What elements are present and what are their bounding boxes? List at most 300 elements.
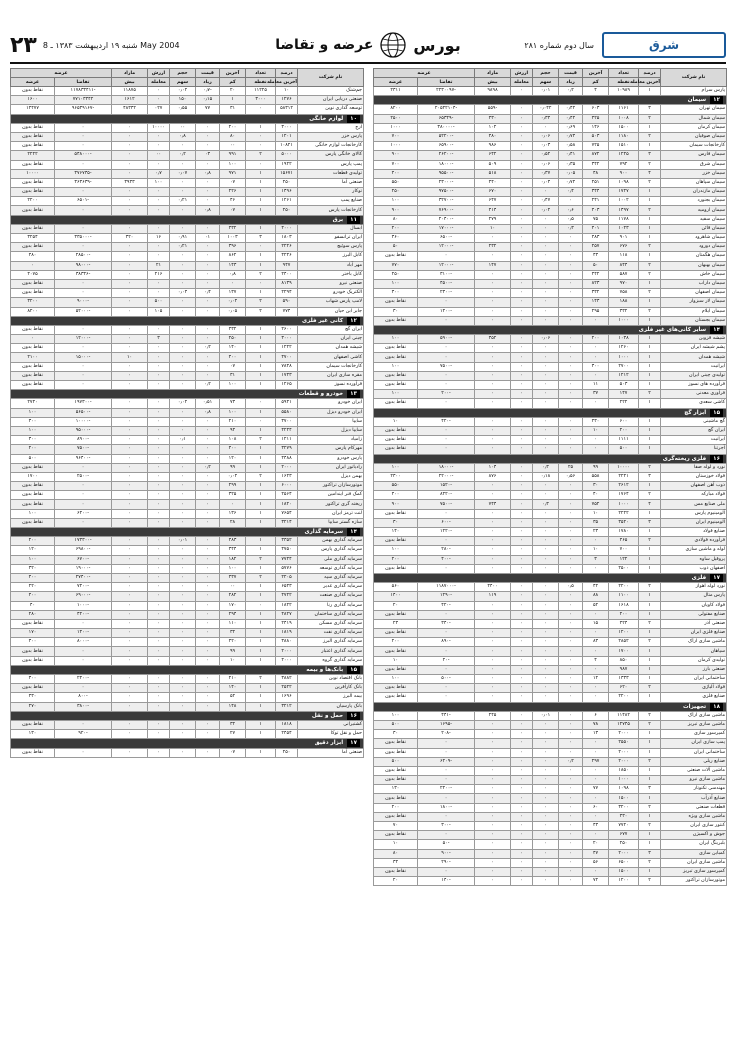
- value-cell: ۱۰: [374, 656, 418, 665]
- value-cell: ۰: [511, 537, 533, 546]
- value-cell: ۶۵۴۳: [276, 583, 298, 592]
- value-cell: -۱۴۰۰: [418, 307, 475, 316]
- value-cell: ۱: [246, 289, 276, 298]
- value-cell: ۰: [583, 739, 609, 748]
- value-cell: ۲: [639, 261, 661, 270]
- value-cell: نقاط بدون: [11, 748, 55, 757]
- value-cell: ۲: [639, 619, 661, 628]
- value-cell: ۱: [246, 426, 276, 435]
- value-cell: ۶۰۰۰: [276, 482, 298, 491]
- value-cell: ۰: [533, 509, 559, 518]
- table-row: [11, 335, 364, 344]
- issue-date: شنبه ۱۹ اردیبهشت ۱۳۸۳ ـ 8 May 2004: [42, 40, 180, 50]
- section-number: ۱۵: [347, 666, 360, 674]
- table-row: [374, 381, 727, 390]
- value-cell: ۰: [583, 537, 609, 546]
- value-cell: ۰: [511, 665, 533, 674]
- company-name-cell: فرآورده های نسوز: [661, 381, 727, 390]
- value-cell: ۰: [55, 344, 112, 353]
- value-cell: ۴۳۲: [220, 224, 246, 233]
- value-cell: -۲۴۰۰: [418, 785, 475, 794]
- value-cell: ۰: [170, 188, 196, 197]
- value-cell: ۱: [246, 344, 276, 353]
- value-cell: ۱: [246, 123, 276, 132]
- company-name-cell: کاشی سعدی: [661, 399, 727, 408]
- value-cell: نقاط بدون: [11, 87, 55, 96]
- value-cell: ۰: [475, 518, 511, 527]
- value-cell: ۱۶: [148, 234, 170, 243]
- value-cell: ۱۲۶۰: [609, 344, 639, 353]
- section-header-cell: [11, 739, 364, 748]
- value-cell: ۰: [170, 610, 196, 619]
- value-cell: ۸۲۰۰: [11, 307, 55, 316]
- issue-number: سال دوم شماره ۲۸۱: [524, 40, 594, 50]
- table-row: [11, 298, 364, 307]
- value-cell: ۸۳: [583, 638, 609, 647]
- value-cell: ۲۰۰: [609, 610, 639, 619]
- value-cell: ۳۲۷۹: [276, 445, 298, 454]
- value-cell: ۰: [196, 730, 220, 739]
- value-cell: ۱۴۰: [220, 684, 246, 693]
- value-cell: ۰: [511, 822, 533, 831]
- company-name-cell: کارخانجات سیمان: [298, 362, 364, 371]
- value-cell: ۳: [639, 151, 661, 160]
- value-cell: ۰: [583, 776, 609, 785]
- value-cell: ۰: [112, 546, 148, 555]
- value-cell: ۰: [511, 785, 533, 794]
- value-cell: ۲۳: [583, 528, 609, 537]
- value-cell: -۰٫۷: [196, 87, 220, 96]
- value-cell: ۳۳۲: [609, 307, 639, 316]
- table-row: [374, 188, 727, 197]
- value-cell: ۱۰۹۸: [609, 178, 639, 187]
- value-cell: ۸۸: [583, 592, 609, 601]
- value-cell: ۰: [55, 500, 112, 509]
- value-cell: -۱۷۳۳۰۰: [55, 537, 112, 546]
- value-cell: ۱۲۰: [11, 546, 55, 555]
- value-cell: ۰: [170, 353, 196, 362]
- value-cell: نقاط بدون: [374, 353, 418, 362]
- table-row: [11, 647, 364, 656]
- company-name-cell: کالای خانگی پارس: [298, 151, 364, 160]
- value-cell: ۹۹: [583, 463, 609, 472]
- value-cell: ۱: [639, 509, 661, 518]
- value-cell: ۰: [196, 610, 220, 619]
- value-cell: ۰: [196, 132, 220, 141]
- column-header: عرضه: [374, 69, 475, 78]
- value-cell: ۰: [112, 243, 148, 252]
- value-cell: ۰٫۰۷: [170, 169, 196, 178]
- company-name-cell: حمل و نقل توکا: [298, 730, 364, 739]
- value-cell: ۰: [511, 289, 533, 298]
- value-cell: ۴۸۲۷: [276, 610, 298, 619]
- value-cell: ۰: [511, 757, 533, 766]
- value-cell: ۰: [511, 684, 533, 693]
- value-cell: ۱: [639, 867, 661, 876]
- value-cell: ۰: [533, 518, 559, 527]
- value-cell: نقاط بدون: [11, 188, 55, 197]
- company-name-cell: ایران خودرو دیزل: [298, 408, 364, 417]
- value-cell: ۰: [196, 426, 220, 435]
- table-row: [374, 785, 727, 794]
- value-cell: ۱: [639, 123, 661, 132]
- value-cell: ۳۰۰۰: [246, 96, 276, 105]
- value-cell: ۱۲۶۱: [276, 197, 298, 206]
- value-cell: ۰: [112, 472, 148, 481]
- value-cell: -۱۲۲۰: [418, 528, 475, 537]
- value-cell: ۰: [55, 142, 112, 151]
- value-cell: ۷۴۴: [475, 500, 511, 509]
- value-cell: ۲۵۷: [583, 243, 609, 252]
- value-cell: ۰: [418, 381, 475, 390]
- section-header-cell: [11, 114, 364, 123]
- value-cell: ۱۱۸۰: [609, 132, 639, 141]
- company-name-cell: کارخانجات سیمان: [661, 142, 727, 151]
- value-cell: ۱۲۰۱: [276, 132, 298, 141]
- table-row: [11, 371, 364, 380]
- value-cell: ۱: [639, 224, 661, 233]
- value-cell: ۰: [196, 243, 220, 252]
- value-cell: ۰: [148, 702, 170, 711]
- value-cell: ۰: [559, 720, 583, 729]
- value-cell: ۰: [170, 261, 196, 270]
- value-cell: نقاط بدون: [11, 344, 55, 353]
- value-cell: ۸۷۶: [475, 472, 511, 481]
- table-row: [11, 546, 364, 555]
- value-cell: -۲۵۰۰: [55, 472, 112, 481]
- value-cell: ۰: [170, 509, 196, 518]
- value-cell: ۱۰۰: [11, 408, 55, 417]
- section-number: ۱۰: [347, 115, 360, 123]
- table-row: [11, 252, 364, 261]
- right-table-body: [374, 87, 727, 886]
- value-cell: ۰: [170, 454, 196, 463]
- value-cell: ۷۷۴۴: [276, 555, 298, 564]
- column-subheader: کم: [220, 78, 246, 87]
- value-cell: ۰: [170, 720, 196, 729]
- table-row: [11, 105, 364, 114]
- table-row: [11, 87, 364, 96]
- table-row: [11, 362, 364, 371]
- value-cell: ۰: [418, 794, 475, 803]
- value-cell: ۰: [148, 87, 170, 96]
- value-cell: -۴۲۰: [418, 601, 475, 610]
- company-name-cell: فرآورده نسوز: [298, 381, 364, 390]
- value-cell: ۹۰۰: [374, 206, 418, 215]
- value-cell: نقاط بدون: [11, 518, 55, 527]
- value-cell: ۰: [533, 445, 559, 454]
- value-cell: ۵۰۳: [609, 381, 639, 390]
- value-cell: ۷۷۴: [276, 307, 298, 316]
- value-cell: ۰: [112, 445, 148, 454]
- column-subheader: عرضه: [11, 78, 55, 87]
- value-cell: ۵۵۰: [374, 178, 418, 187]
- value-cell: ۰: [196, 445, 220, 454]
- value-cell: ۱: [246, 583, 276, 592]
- section-header: [11, 739, 364, 748]
- value-cell: ۱۰: [583, 546, 609, 555]
- table-row: [374, 426, 727, 435]
- value-cell: ۰: [196, 325, 220, 334]
- value-cell: ۰: [196, 720, 220, 729]
- value-cell: -۹۰۰: [418, 849, 475, 858]
- value-cell: ۰: [583, 436, 609, 445]
- value-cell: ۰: [533, 426, 559, 435]
- value-cell: ۳۷: [583, 390, 609, 399]
- value-cell: ۴۷۲۲: [276, 592, 298, 601]
- value-cell: ۳۰: [374, 518, 418, 527]
- company-name-cell: شیشه قزوین: [661, 335, 727, 344]
- value-cell: ۰: [533, 362, 559, 371]
- value-cell: ۰: [112, 261, 148, 270]
- value-cell: ۲: [246, 675, 276, 684]
- value-cell: ۰٫۱۸: [533, 472, 559, 481]
- value-cell: ۰: [559, 684, 583, 693]
- value-cell: ۳۰۰: [11, 436, 55, 445]
- value-cell: ۲۰۰: [583, 335, 609, 344]
- value-cell: نقاط بدون: [374, 564, 418, 573]
- value-cell: ۱: [639, 555, 661, 564]
- company-name-cell: جم‌شتک: [298, 87, 364, 96]
- company-name-cell: سرمایه گذاری توسعه: [298, 564, 364, 573]
- table-row: [374, 822, 727, 831]
- value-cell: ۰: [112, 123, 148, 132]
- value-cell: ۲: [639, 206, 661, 215]
- company-name-cell: سیمان شمال: [661, 114, 727, 123]
- value-cell: ۰: [246, 417, 276, 426]
- value-cell: ۰٫۲: [196, 344, 220, 353]
- value-cell: ۰٫۳۷: [533, 169, 559, 178]
- value-cell: ۰: [559, 197, 583, 206]
- value-cell: ۰: [475, 601, 511, 610]
- value-cell: ۴۰۱: [583, 224, 609, 233]
- value-cell: ۴۸۳: [220, 537, 246, 546]
- value-cell: ۰: [196, 518, 220, 527]
- company-name-cell: سیمان بجنورد: [661, 197, 727, 206]
- value-cell: ۲۵۰: [609, 840, 639, 849]
- value-cell: ۰: [148, 132, 170, 141]
- value-cell: ۰: [583, 344, 609, 353]
- column-subheader: زیاد: [196, 78, 220, 87]
- value-cell: ۱: [246, 197, 276, 206]
- company-name-cell: ایران گچ: [661, 426, 727, 435]
- company-name-cell: ماشین سازی ایران: [661, 858, 727, 867]
- value-cell: نقاط بدون: [374, 629, 418, 638]
- value-cell: ۱۴۳: [583, 298, 609, 307]
- value-cell: ۰٫۰۴۲: [533, 105, 559, 114]
- value-cell: ۰: [475, 629, 511, 638]
- value-cell: ۰: [511, 629, 533, 638]
- company-name-cell: فولاد آلیاژی: [661, 684, 727, 693]
- value-cell: ۰: [170, 702, 196, 711]
- table-row: [11, 224, 364, 233]
- value-cell: ۹۴: [220, 426, 246, 435]
- company-name-cell: سیمان صوفیان: [661, 132, 727, 141]
- value-cell: ۰: [559, 656, 583, 665]
- value-cell: ۲۰۰۰: [609, 748, 639, 757]
- value-cell: ۴۳۰: [583, 417, 609, 426]
- value-cell: ۰: [533, 307, 559, 316]
- table-row: [374, 500, 727, 509]
- section-label: بانک‌ها و بیمه: [306, 666, 344, 673]
- value-cell: ۰: [475, 316, 511, 325]
- value-cell: ۰: [533, 665, 559, 674]
- value-cell: ۰٫۷: [148, 169, 170, 178]
- section-number: ۱۷: [710, 574, 723, 582]
- value-cell: ۰: [583, 371, 609, 380]
- value-cell: ۰: [559, 509, 583, 518]
- value-cell: ۲۹۵: [583, 307, 609, 316]
- value-cell: ۰: [559, 564, 583, 573]
- company-name-cell: کابل البرز: [298, 252, 364, 261]
- value-cell: ۰: [170, 279, 196, 288]
- table-row: [11, 610, 364, 619]
- value-cell: ۳۲۵: [220, 491, 246, 500]
- table-row: [11, 445, 364, 454]
- value-cell: ۱۰۰: [374, 546, 418, 555]
- table-row: [11, 500, 364, 509]
- value-cell: ۰: [475, 730, 511, 739]
- value-cell: ۲: [246, 298, 276, 307]
- column-subheader: معامله: [148, 78, 170, 87]
- value-cell: ۱۰۰: [11, 555, 55, 564]
- table-row: [11, 353, 364, 362]
- value-cell: ۰: [112, 279, 148, 288]
- value-cell: ۱: [639, 831, 661, 840]
- company-name-cell: ساختمانی ایران: [661, 748, 727, 757]
- value-cell: -۷۵۰۰: [55, 445, 112, 454]
- value-cell: ۲۲۶: [220, 188, 246, 197]
- value-cell: نقاط بدون: [374, 610, 418, 619]
- value-cell: ۰: [55, 518, 112, 527]
- value-cell: ۳۲۰۰: [11, 298, 55, 307]
- value-cell: ۰: [511, 169, 533, 178]
- value-cell: ۰: [196, 629, 220, 638]
- value-cell: ۲۴۱: [583, 197, 609, 206]
- value-cell: ۶۴۷: [475, 197, 511, 206]
- value-cell: ۱۲۰: [220, 454, 246, 463]
- section-label: لوازم خانگی: [309, 115, 344, 122]
- value-cell: ۰: [170, 362, 196, 371]
- section-number: ۱۷: [347, 739, 360, 747]
- value-cell: ۰: [511, 316, 533, 325]
- value-cell: ۰: [511, 188, 533, 197]
- value-cell: ۰: [475, 803, 511, 812]
- value-cell: ۰: [418, 426, 475, 435]
- value-cell: ۶۰: [583, 803, 609, 812]
- value-cell: -۹۶۴۰۰: [55, 454, 112, 463]
- value-cell: ۰٫۹۱: [170, 234, 196, 243]
- section-number: ۱۵: [710, 409, 723, 417]
- value-cell: ۲۲۰: [11, 583, 55, 592]
- table-row: [374, 601, 727, 610]
- value-cell: ۰: [533, 123, 559, 132]
- value-cell: ۱۳۳۳: [609, 675, 639, 684]
- company-name-cell: سیمان قائن: [661, 224, 727, 233]
- value-cell: ۰: [533, 344, 559, 353]
- value-cell: ۰: [511, 436, 533, 445]
- value-cell: ۰: [559, 629, 583, 638]
- value-cell: ۰٫۵۶: [559, 472, 583, 481]
- value-cell: ۱۷۰: [11, 629, 55, 638]
- column-header: ارزش: [511, 69, 533, 78]
- company-name-cell: ماشین سازی تبریز: [661, 720, 727, 729]
- value-cell: ۱: [639, 252, 661, 261]
- column-subheader: تقاضا: [418, 78, 475, 87]
- value-cell: ۱۳۰: [374, 785, 418, 794]
- value-cell: ۰٫۷۲: [559, 178, 583, 187]
- company-name-cell: صنعتی دریایی ایران: [298, 96, 364, 105]
- value-cell: ۱: [639, 629, 661, 638]
- masthead-left: [10, 33, 260, 58]
- value-cell: ۰: [583, 766, 609, 775]
- value-cell: ۰: [511, 766, 533, 775]
- value-cell: ۱: [639, 665, 661, 674]
- value-cell: ۱۰: [374, 840, 418, 849]
- section-header-cell: [374, 454, 727, 463]
- value-cell: ۰: [475, 298, 511, 307]
- section-label: حمل و نقل: [311, 712, 344, 719]
- value-cell: ۵۰: [374, 243, 418, 252]
- value-cell: ۰: [559, 518, 583, 527]
- value-cell: ۰: [170, 417, 196, 426]
- value-cell: ۰: [112, 371, 148, 380]
- company-name-cell: توسعه گذاری نوین: [298, 105, 364, 114]
- table-row: [374, 858, 727, 867]
- value-cell: ۹۷۱: [220, 169, 246, 178]
- value-cell: ۰: [559, 261, 583, 270]
- value-cell: ۰٫۶۹: [559, 123, 583, 132]
- value-cell: ۰: [55, 206, 112, 215]
- value-cell: ۱۲۱۲: [609, 371, 639, 380]
- value-cell: ۶۷۷: [609, 831, 639, 840]
- section-label: تجهیزات: [683, 703, 707, 710]
- value-cell: ۰: [559, 353, 583, 362]
- value-cell: ۳۲۱۲: [276, 702, 298, 711]
- company-name-cell: بانک پارسیان: [298, 702, 364, 711]
- column-header: درصد: [276, 69, 298, 78]
- value-cell: ۰: [246, 142, 276, 151]
- value-cell: ۰: [583, 812, 609, 821]
- value-cell: ۲۵۰: [276, 748, 298, 757]
- value-cell: ۱: [246, 537, 276, 546]
- value-cell: ۰: [170, 463, 196, 472]
- value-cell: ۲۵۰۰: [374, 114, 418, 123]
- column-header: مازاد: [475, 69, 511, 78]
- table-row: [374, 812, 727, 821]
- value-cell: ۱: [639, 528, 661, 537]
- value-cell: ۰٫۰۱: [533, 711, 559, 720]
- value-cell: ۰: [533, 583, 559, 592]
- company-name-cell: ملی صنایع مس: [661, 500, 727, 509]
- value-cell: ۱۷۸۰: [609, 528, 639, 537]
- value-cell: ۰: [112, 206, 148, 215]
- value-cell: ۰: [511, 426, 533, 435]
- value-cell: ۱۰۰: [374, 197, 418, 206]
- value-cell: ۲۳۲: [475, 243, 511, 252]
- company-name-cell: سیمان دورود: [661, 243, 727, 252]
- value-cell: ۲۲۲۲: [609, 509, 639, 518]
- value-cell: ۲۰۰: [220, 123, 246, 132]
- value-cell: ۹۸۹۸: [475, 87, 511, 96]
- section-header: [374, 325, 727, 334]
- table-row: [11, 381, 364, 390]
- column-subheader: معامله: [511, 78, 533, 87]
- newspaper-logo: [602, 32, 726, 58]
- table-row: [11, 454, 364, 463]
- value-cell: ۰: [533, 261, 559, 270]
- value-cell: ۰: [55, 684, 112, 693]
